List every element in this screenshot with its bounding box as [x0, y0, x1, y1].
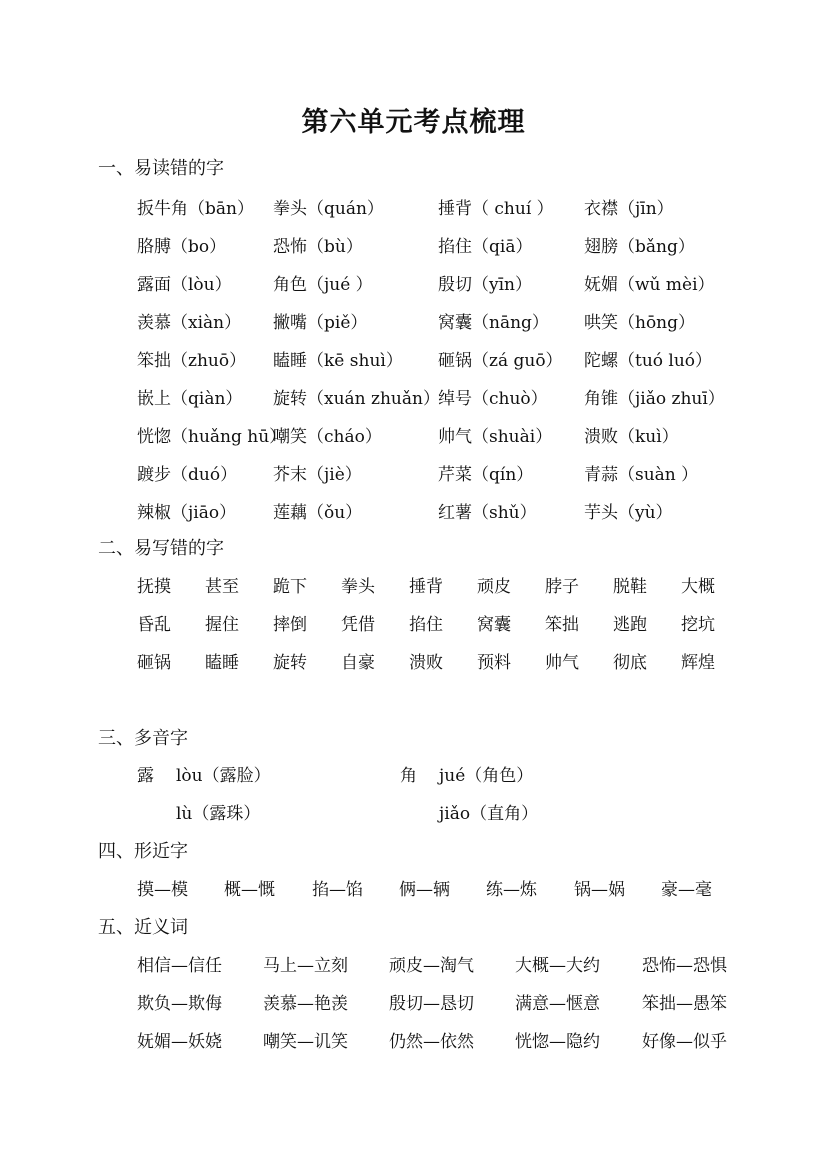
word: 顽皮 — [477, 577, 511, 597]
word-with-pinyin: 红薯（shǔ） — [438, 503, 537, 523]
word: 窝囊 — [477, 615, 511, 635]
word-with-pinyin: 恍惚（huǎng hū） — [137, 427, 287, 447]
word: 昏乱 — [137, 615, 171, 635]
word: 逃跑 — [613, 615, 647, 635]
word: 拳头 — [341, 577, 375, 597]
word-with-pinyin: 角锥（jiǎo zhuī） — [584, 389, 725, 409]
section-heading-polyphonic: 三、多音字 — [98, 728, 188, 749]
word: 摔倒 — [273, 615, 307, 635]
word-with-pinyin: 芹菜（qín） — [438, 465, 534, 485]
word-with-pinyin: 妩媚（wǔ mèi） — [584, 275, 715, 295]
misread-words-row — [0, 308, 827, 332]
word: 捶背 — [409, 577, 443, 597]
miswrite-words-row — [0, 572, 827, 596]
polyphonic-reading: jué（角色） — [439, 766, 534, 786]
word-with-pinyin: 辣椒（jiāo） — [137, 503, 237, 523]
word-with-pinyin: 陀螺（tuó luó） — [584, 351, 713, 371]
word-with-pinyin: 踱步（duó） — [137, 465, 238, 485]
synonym-pair: 满意—惬意 — [515, 994, 600, 1014]
word: 溃败 — [409, 653, 443, 673]
similar-shape-row — [0, 875, 827, 899]
word-with-pinyin: 绰号（chuò） — [438, 389, 548, 409]
similar-shape-pair: 俩—辆 — [399, 880, 450, 900]
word-with-pinyin: 胳膊（bo） — [137, 237, 227, 257]
similar-shape-pair: 概—慨 — [224, 880, 275, 900]
word-with-pinyin: 嘲笑（cháo） — [273, 427, 382, 447]
section-heading-synonyms: 五、近义词 — [98, 917, 188, 938]
word: 脱鞋 — [613, 577, 647, 597]
similar-shape-pair: 练—炼 — [486, 880, 537, 900]
polyphonic-reading: jiǎo（直角） — [439, 804, 539, 824]
misread-words-row — [0, 270, 827, 294]
polyphonic-char-lu: 露 — [137, 766, 154, 786]
word-with-pinyin: 露面（lòu） — [137, 275, 232, 295]
miswrite-words-row — [0, 610, 827, 634]
word-with-pinyin: 笨拙（zhuō） — [137, 351, 247, 371]
word: 甚至 — [205, 577, 239, 597]
word: 大概 — [681, 577, 715, 597]
word-with-pinyin: 角色（jué ） — [273, 275, 373, 295]
word: 抚摸 — [137, 577, 171, 597]
word: 旋转 — [273, 653, 307, 673]
word: 砸锅 — [137, 653, 171, 673]
synonym-pair: 好像—似乎 — [642, 1032, 727, 1052]
polyphonic-char-jiao: 角 — [400, 766, 417, 786]
misread-words-row — [0, 498, 827, 522]
synonym-pair: 顽皮—淘气 — [389, 956, 474, 976]
page-title: 第六单元考点梳理 — [301, 107, 526, 138]
word-with-pinyin: 旋转（xuán zhuǎn） — [273, 389, 440, 409]
synonyms-row — [0, 1027, 827, 1051]
word-with-pinyin: 芥末（jiè） — [273, 465, 362, 485]
miswrite-words-row — [0, 648, 827, 672]
synonyms-row — [0, 989, 827, 1013]
synonyms-row — [0, 951, 827, 975]
word-with-pinyin: 羡慕（xiàn） — [137, 313, 242, 333]
synonym-pair: 恐怖—恐惧 — [642, 956, 727, 976]
word-with-pinyin: 青蒜（suàn ） — [584, 465, 699, 485]
synonym-pair: 嘲笑—讥笑 — [263, 1032, 348, 1052]
word: 彻底 — [613, 653, 647, 673]
word-with-pinyin: 瞌睡（kē shuì） — [273, 351, 403, 371]
synonym-pair: 马上—立刻 — [263, 956, 348, 976]
word-with-pinyin: 撇嘴（piě） — [273, 313, 368, 333]
polyphonic-reading: lù（露珠） — [176, 804, 261, 824]
word-with-pinyin: 嵌上（qiàn） — [137, 389, 243, 409]
word-with-pinyin: 捶背（ chuí ） — [438, 199, 554, 219]
synonym-pair: 欺负—欺侮 — [137, 994, 222, 1014]
synonym-pair: 殷切—恳切 — [389, 994, 474, 1014]
misread-words-row — [0, 232, 827, 256]
word-with-pinyin: 掐住（qiā） — [438, 237, 533, 257]
word-with-pinyin: 哄笑（hōng） — [584, 313, 696, 333]
misread-words-row — [0, 194, 827, 218]
section-heading-similar-shape: 四、形近字 — [98, 841, 188, 862]
polyphonic-row-1 — [0, 761, 827, 785]
similar-shape-pair: 掐—馅 — [312, 880, 363, 900]
word-with-pinyin: 拳头（quán） — [273, 199, 384, 219]
misread-words-row — [0, 460, 827, 484]
misread-words-row — [0, 384, 827, 408]
synonym-pair: 妩媚—妖娆 — [137, 1032, 222, 1052]
word: 瞌睡 — [205, 653, 239, 673]
word-with-pinyin: 砸锅（zá guō） — [438, 351, 563, 371]
synonym-pair: 恍惚—隐约 — [515, 1032, 600, 1052]
polyphonic-reading: lòu（露脸） — [176, 766, 271, 786]
word: 脖子 — [545, 577, 579, 597]
word: 挖坑 — [681, 615, 715, 635]
section-heading-easy-to-miswrite: 二、易写错的字 — [98, 538, 224, 559]
word: 掐住 — [409, 615, 443, 635]
misread-words-row — [0, 422, 827, 446]
word: 帅气 — [545, 653, 579, 673]
word: 凭借 — [341, 615, 375, 635]
word-with-pinyin: 莲藕（ǒu） — [273, 503, 363, 523]
synonym-pair: 笨拙—愚笨 — [642, 994, 727, 1014]
word: 预料 — [477, 653, 511, 673]
word-with-pinyin: 殷切（yīn） — [438, 275, 532, 295]
word-with-pinyin: 恐怖（bù） — [273, 237, 363, 257]
word-with-pinyin: 芋头（yù） — [584, 503, 673, 523]
synonym-pair: 仍然—依然 — [389, 1032, 474, 1052]
word: 自豪 — [341, 653, 375, 673]
similar-shape-pair: 豪—毫 — [661, 880, 712, 900]
word-with-pinyin: 溃败（kuì） — [584, 427, 679, 447]
synonym-pair: 羡慕—艳羡 — [263, 994, 348, 1014]
synonym-pair: 相信—信任 — [137, 956, 222, 976]
word-with-pinyin: 帅气（shuài） — [438, 427, 553, 447]
word: 笨拙 — [545, 615, 579, 635]
word-with-pinyin: 翅膀（bǎng） — [584, 237, 695, 257]
section-heading-easy-to-misread: 一、易读错的字 — [98, 158, 224, 179]
misread-words-row — [0, 346, 827, 370]
word: 辉煌 — [681, 653, 715, 673]
word: 握住 — [205, 615, 239, 635]
similar-shape-pair: 摸—模 — [137, 880, 188, 900]
word-with-pinyin: 衣襟（jīn） — [584, 199, 674, 219]
similar-shape-pair: 锅—娲 — [574, 880, 625, 900]
synonym-pair: 大概—大约 — [515, 956, 600, 976]
word-with-pinyin: 窝囊（nāng） — [438, 313, 549, 333]
word: 跪下 — [273, 577, 307, 597]
polyphonic-row-2 — [0, 799, 827, 823]
word-with-pinyin: 扳牛角（bān） — [137, 199, 254, 219]
